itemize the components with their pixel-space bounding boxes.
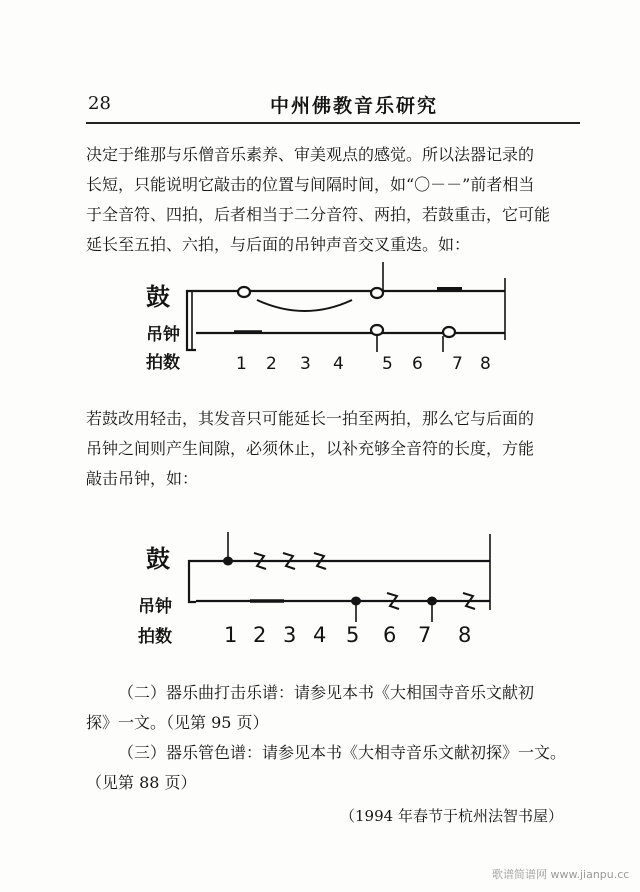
beat-number: 7 <box>452 354 463 374</box>
text-line: 延长至五拍、六拍，与后面的吊钟声音交叉重迭。如： <box>86 235 471 254</box>
beat-number: 2 <box>253 623 267 647</box>
beat-number: 4 <box>333 354 344 374</box>
notation-2-drum-quarter-note <box>223 557 233 566</box>
text-line: 若鼓改用轻击，其发音只可能延长一拍至两拍，那么它与后面的 <box>86 409 535 428</box>
notation-1-bell-half-note-2 <box>443 327 455 337</box>
text-line: 长短，只能说明它敲击的位置与间隔时间，如“〇－－”前者相当 <box>86 175 535 194</box>
notation-2 <box>138 532 490 647</box>
notation-2-bracket <box>189 561 196 602</box>
text-line: 吊钟之间则产生间隙，必须休止，以补充够全音符的长度，方能 <box>86 439 535 458</box>
beat-number: 5 <box>346 623 360 647</box>
text-line: （三）器乐管色谱：请参见本书《大相寺音乐文献初探》一文。 <box>118 743 567 762</box>
beat-number: 6 <box>383 623 397 647</box>
notation-1-drum-whole-note <box>238 287 250 297</box>
text-line: 于全音符、四拍，后者相当于二分音符、两拍，若鼓重击，它可能 <box>86 205 551 224</box>
notation-1-beat-numbers <box>236 354 491 374</box>
beat-number: 7 <box>418 623 432 647</box>
notation-2-bell-note-2 <box>427 597 437 606</box>
text-line: 敲击吊钟，如： <box>86 469 199 488</box>
notation-1-bell-half-note-1 <box>371 325 383 335</box>
beat-number: 8 <box>480 354 491 374</box>
beat-number: 5 <box>382 354 393 374</box>
beat-number: 1 <box>236 354 247 374</box>
notation-1-bell-label: 吊钟 <box>146 325 180 345</box>
notation-2-drum-label: 鼓 <box>146 545 170 573</box>
beat-number: 2 <box>266 354 277 374</box>
beat-number: 8 <box>458 623 472 647</box>
paragraph-3 <box>86 678 586 798</box>
notation-1 <box>146 262 505 374</box>
watermark: 歌谱简谱网 www.jianpu.cc <box>492 868 630 881</box>
notation-2-bell-label: 吊钟 <box>138 597 172 617</box>
text-line: 探》一文。（见第 95 页） <box>86 713 269 732</box>
notation-2-bell-note-1 <box>351 597 361 606</box>
notation-1-beats-label: 拍数 <box>146 353 180 373</box>
text-line: 决定于维那与乐僧音乐素养、审美观点的感觉。所以法器记录的 <box>86 145 535 164</box>
beat-number: 1 <box>224 623 238 647</box>
paragraph-2 <box>86 404 586 494</box>
notation-1-tie <box>257 300 352 311</box>
notation-2-beats-label: 拍数 <box>138 627 172 647</box>
page-number: 28 <box>88 93 111 114</box>
notation-1-drum-label: 鼓 <box>146 283 170 311</box>
beat-number: 3 <box>283 623 297 647</box>
beat-number: 4 <box>313 623 327 647</box>
beat-number: 6 <box>412 354 423 374</box>
notation-1-drum-half-note <box>371 288 383 298</box>
dateline-note: （1994 年春节于杭州法智书屋） <box>340 807 563 825</box>
notation-2-beat-numbers <box>224 623 471 647</box>
running-header-title: 中州佛教音乐研究 <box>270 95 439 117</box>
beat-number: 3 <box>300 354 311 374</box>
text-line: （见第 88 页） <box>86 773 197 792</box>
text-line: （二）器乐曲打击乐谱：请参见本书《大相国寺音乐文献初 <box>118 683 535 702</box>
